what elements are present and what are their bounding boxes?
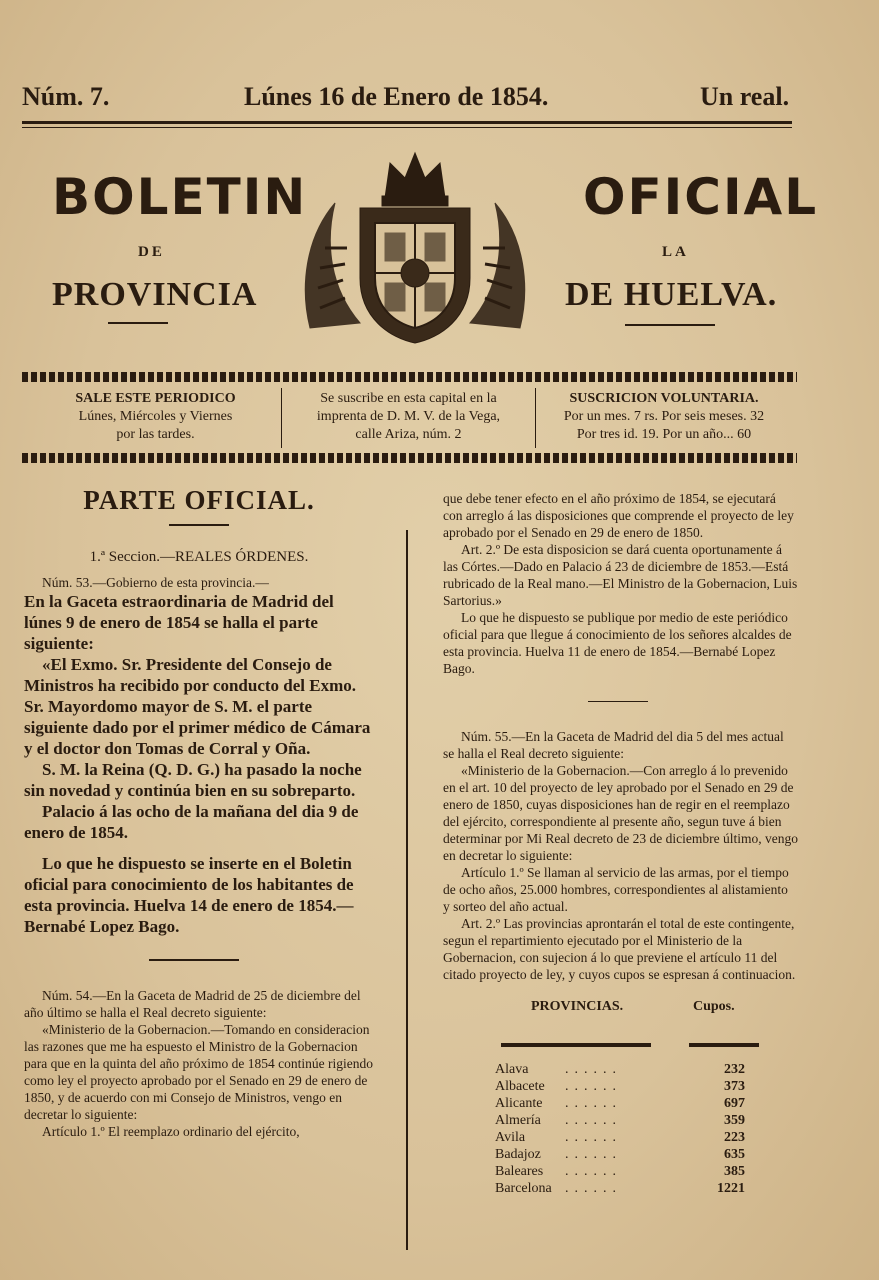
province-name: Alava <box>495 1061 529 1077</box>
ornament-divider-3 <box>588 701 648 702</box>
order-53-closing: Lo que he dispuesto se inserte en el Boletin oficial para conocimiento de los habitantes de esta provincia. Huelva 14 de enero de 1854.—Bernabé Lopez Bago. <box>24 854 354 936</box>
column-divider <box>406 530 408 1250</box>
leader-dots: ...... <box>565 1095 622 1111</box>
order-53-heading: Núm. 53.—Gobierno de esta provincia.— <box>42 575 269 590</box>
table-row <box>495 1146 745 1163</box>
table-header <box>443 993 798 1023</box>
table-row <box>495 1180 745 1197</box>
table-header-provinces: PROVINCIAS. <box>531 999 624 1014</box>
province-cupo: 373 <box>724 1078 745 1094</box>
title-la: LA <box>662 244 689 260</box>
province-name: Almería <box>495 1112 541 1128</box>
title-left: BOLETIN <box>52 168 308 226</box>
order-53-intro: En la Gaceta estraordinaria de Madrid del lúnes 9 de enero de 1854 se halla el parte siguiente: <box>24 592 334 653</box>
title-huelva: DE HUELVA. <box>565 276 778 313</box>
table-row <box>495 1163 745 1180</box>
order-53-date: Palacio á las ocho de la mañana del dia 9 de enero de 1854. <box>24 802 359 842</box>
masthead-top-line <box>22 82 797 120</box>
subscription-place-1: Se suscribe en esta capital en la <box>320 391 497 406</box>
ornament-divider-2 <box>149 959 239 961</box>
decree-article-2: Art. 2.º De esta disposicion se dará cuenta oportunamente á las Córtes.—Dado en Palacio á 23 de diciembre de 1853.—Está rubricado de la Real mano.—El Ministro de la Gobernacion, Luis Sartorius.» <box>443 542 798 608</box>
order-53-health: S. M. la Reina (Q. D. G.) ha pasado la noche sin novedad y continúa bien en su sobreparto. <box>24 760 362 800</box>
province-cupo: 635 <box>724 1146 745 1162</box>
top-rule <box>22 121 792 124</box>
table-row <box>495 1061 745 1078</box>
province-cupo: 223 <box>724 1129 745 1145</box>
issue-date: Lúnes 16 de Enero de 1854. <box>244 82 549 111</box>
province-cupo: 1221 <box>717 1180 745 1196</box>
subheader-prices <box>538 390 790 444</box>
top-rule-thin <box>22 127 792 128</box>
table-header-cupos: Cupos. <box>693 999 735 1014</box>
leader-dots: ...... <box>565 1112 622 1128</box>
leader-dots: ...... <box>565 1180 622 1196</box>
royal-coat-of-arms-icon <box>290 148 540 348</box>
left-column <box>24 485 374 1140</box>
ornament-divider <box>169 524 229 526</box>
order-54-intro: Núm. 54.—En la Gaceta de Madrid de 25 de diciembre del año último se halla el Real decreto siguiente: <box>24 988 361 1020</box>
province-name: Albacete <box>495 1078 545 1094</box>
table-row <box>495 1078 745 1095</box>
order-55-intro: Núm. 55.—En la Gaceta de Madrid del dia 5 del mes actual se halla el Real decreto siguiente: <box>443 729 784 761</box>
prices-heading: SUSCRICION VOLUNTARIA. <box>569 391 759 406</box>
issue-number: Núm. 7. <box>22 82 110 111</box>
chain-border-bottom <box>22 453 797 463</box>
decree-continuation: que debe tener efecto en el año próximo de 1854, se ejecutará con arreglo á las disposiciones que comprende el proyecto de ley aprobado por el Senado en 29 de enero de 1850. <box>443 491 794 540</box>
chain-border-top <box>22 372 797 382</box>
province-name: Alicante <box>495 1095 543 1111</box>
province-name: Badajoz <box>495 1146 541 1162</box>
leader-dots: ...... <box>565 1146 622 1162</box>
right-column <box>443 490 799 1196</box>
periodicity-heading: SALE ESTE PERIODICO <box>75 391 236 406</box>
subheader-divider-2 <box>535 388 536 448</box>
order-55-decree: «Ministerio de la Gobernacion.—Con arreglo á lo prevenido en el art. 10 del proyecto de ley aprobado por el Senado en 29 de enero de 1850, cuyas disposiciones han de regir en el reemplazo del ejército, correspondiente al presente año, segun tuve á bien determinar por Mi Real decreto de 23 de diciembre último, vengo en decretar lo siguiente: <box>443 763 799 863</box>
leader-dots: ...... <box>565 1078 622 1094</box>
table-row <box>495 1095 745 1112</box>
province-name: Baleares <box>495 1163 544 1179</box>
leader-dots: ...... <box>565 1061 622 1077</box>
province-cupo: 359 <box>724 1112 745 1128</box>
subscription-place-3: calle Ariza, núm. 2 <box>355 427 462 442</box>
periodicity-days: Lúnes, Miércoles y Viernes <box>78 409 233 424</box>
provinces-table <box>495 1061 745 1197</box>
section-title: PARTE OFICIAL. <box>83 485 315 515</box>
table-rule-left <box>501 1043 651 1047</box>
ornament-rule-left <box>108 322 168 324</box>
table-row <box>495 1129 745 1146</box>
leader-dots: ...... <box>565 1129 622 1145</box>
leader-dots: ...... <box>565 1163 622 1179</box>
subheader-periodicity <box>38 390 273 444</box>
prices-line-1: Por un mes. 7 rs. Por seis meses. 32 <box>563 409 765 424</box>
decree-closing: Lo que he dispuesto se publique por medio de este periódico oficial para que llegue á conocimiento de los señores alcaldes de esta provincia. Huelva 11 de enero de 1854.—Bernabé Lopez Bago. <box>443 610 792 676</box>
province-name: Avila <box>495 1129 526 1145</box>
title-de: DE <box>138 244 165 260</box>
issue-price: Un real. <box>700 82 790 111</box>
ornament-rule-right <box>625 324 715 326</box>
periodicity-time: por las tardes. <box>116 427 195 442</box>
order-53-report: «El Exmo. Sr. Presidente del Consejo de Ministros ha recibido por conducto del Exmo. Sr. Mayordomo mayor de S. M. el parte siguiente dado por el primer médico de Cámara y el doctor don Tomas de Corral y Oña. <box>24 655 371 758</box>
order-54-decree: «Ministerio de la Gobernacion.—Tomando en consideracion las razones que me ha espuesto el Ministro de la Gobernacion para que en la quinta del año próximo de 1854 continúe rigiendo como ley el proyecto aprobado por el Senado en 29 de enero de 1850, y de acuerdo con mi Consejo de Ministros, vengo en decretar lo siguiente: <box>24 1022 374 1122</box>
prices-line-2: Por tres id. 19. Por un año... 60 <box>576 427 752 442</box>
province-name: Barcelona <box>495 1180 552 1196</box>
table-rule-right <box>689 1043 759 1047</box>
province-cupo: 232 <box>724 1061 745 1077</box>
subheader-subscription-place <box>286 390 531 444</box>
order-54-article-1: Artículo 1.º El reemplazo ordinario del ejército, <box>42 1124 300 1139</box>
subscription-place-2: imprenta de D. M. V. de la Vega, <box>316 409 501 424</box>
table-row <box>495 1112 745 1129</box>
province-cupo: 385 <box>724 1163 745 1179</box>
order-55-article-2: Art. 2.º Las provincias aprontarán el total de este contingente, segun el repartimiento ejecutado por el Ministerio de la Gobernacion, con sujecion á lo que previene el artículo 11 del citado proyecto de ley, y cuyos cupos se espresan á continuacion. <box>443 916 796 982</box>
title-right: OFICIAL <box>583 168 819 226</box>
title-provincia: PROVINCIA <box>52 276 258 313</box>
section-subtitle: 1.ª Seccion.—REALES ÓRDENES. <box>89 549 309 565</box>
province-cupo: 697 <box>724 1095 745 1111</box>
subheader-divider-1 <box>281 388 282 448</box>
order-55-article-1: Artículo 1.º Se llaman al servicio de las armas, por el tiempo de ocho años, 25.000 hombres, correspondientes al alistamiento y sorteo del año actual. <box>443 865 789 914</box>
